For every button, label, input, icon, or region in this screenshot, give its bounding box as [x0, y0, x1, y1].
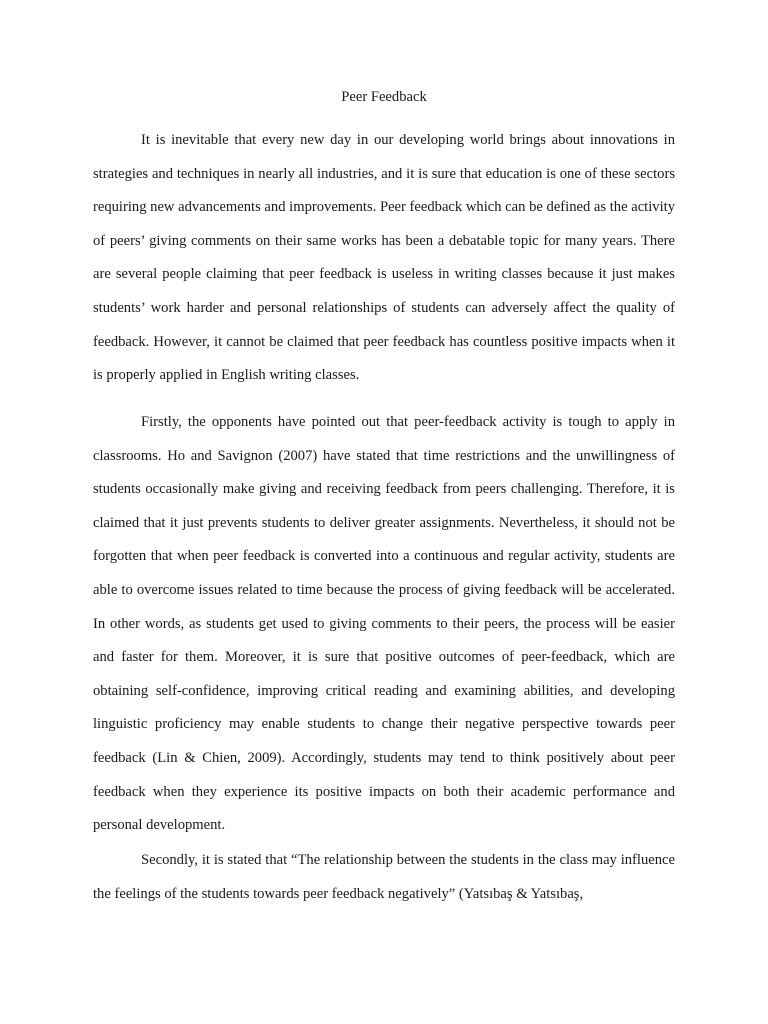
document-title: Peer Feedback [341, 89, 427, 105]
paragraph-intro: It is inevitable that every new day in our developing world brings about innovations in strategies and techniques in nearly all industries, and it is sure that education is one of these sectors requiring new advancements and improvements. Peer feedback which can be defined as the activity of peers’ giving comments on their same works has been a debatable topic for many years. There are several people claiming that peer feedback is useless in writing classes because it just makes students’ work harder and personal relationships of students can adversely affect the quality of feedback. However, it cannot be claimed that peer feedback has countless positive impacts when it is properly applied in English writing classes. [93, 132, 675, 384]
paragraph-firstly: Firstly, the opponents have pointed out that peer-feedback activity is tough to apply in classrooms. Ho and Savignon (2007) have stated that time restrictions and the unwillingness of students occasionally make giving and receiving feedback from peers challenging. Therefore, it is claimed that it just prevents students to deliver greater assignments. Nevertheless, it should not be forgotten that when peer feedback is converted into a continuous and regular activity, students are able to overcome issues related to time because the process of giving feedback will be accelerated. In other words, as students get used to giving comments to their peers, the process will be easier and faster for them. Moreover, it is sure that positive outcomes of peer-feedback, which are obtaining self-confidence, improving critical reading and examining abilities, and developing linguistic proficiency may enable students to change their negative perspective towards peer feedback (Lin & Chien, 2009). Accordingly, students may tend to think positively about peer feedback when they experience its positive impacts on both their academic performance and personal development. [93, 414, 675, 834]
paragraph-secondly: Secondly, it is stated that “The relationship between the students in the class may influence the feelings of the students towards peer feedback negatively” (Yatsıbaş & Yatsıbaş, [93, 852, 675, 902]
